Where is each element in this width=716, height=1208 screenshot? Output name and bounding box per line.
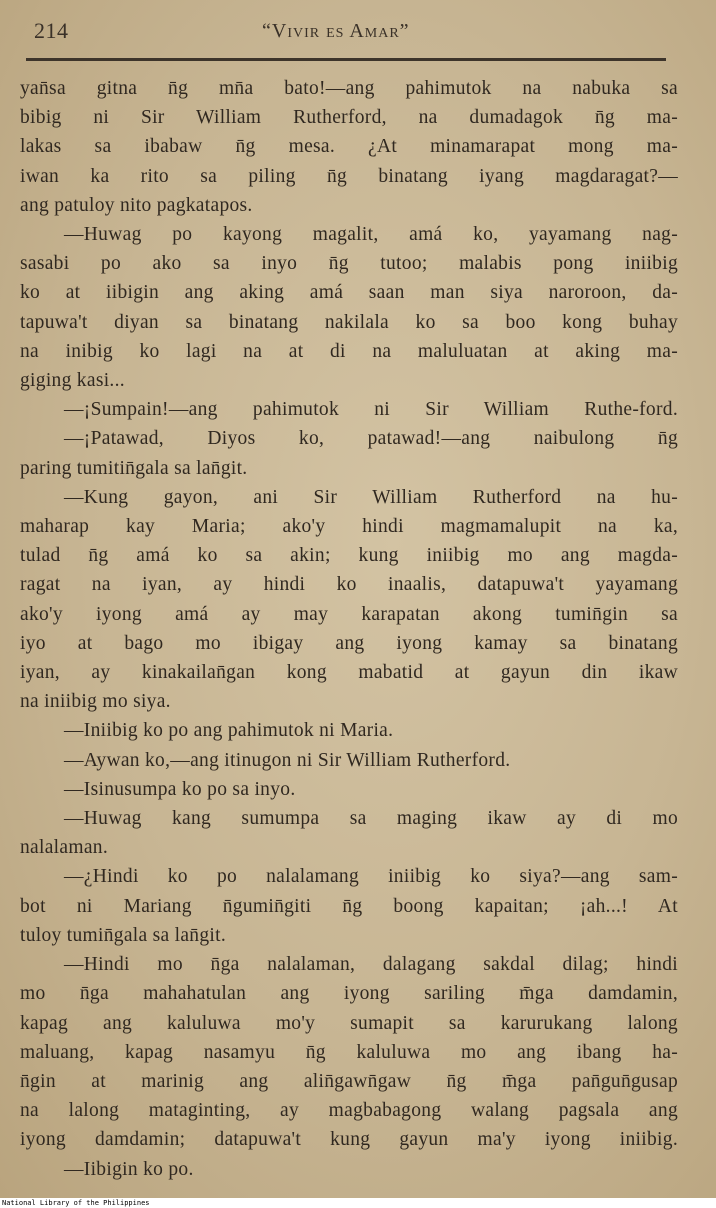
text-line: ang patuloy nito pagkatapos. bbox=[20, 194, 253, 216]
text-line: tapuwa't diyan sa binatang nakilala ko sa boo kong buhay bbox=[20, 311, 678, 333]
text-line: ko at iibigin ang aking amá saan man siya naroroon, da- bbox=[20, 282, 678, 304]
page-body-text bbox=[20, 74, 678, 1184]
text-line: bibig ni Sir William Rutherford, na dumadagok n̄g ma- bbox=[20, 107, 678, 129]
page-header bbox=[0, 10, 716, 50]
text-line: ako'y iyong amá ay may karapatan akong tumin̄gin sa bbox=[20, 603, 678, 625]
text-line: ragat na iyan, ay hindi ko inaalis, datapuwa't yayamang bbox=[20, 574, 678, 596]
scan-footer bbox=[0, 1198, 716, 1208]
text-line: kapag ang kaluluwa mo'y sumapit sa karurukang lalong bbox=[20, 1012, 678, 1034]
text-line: yan̄sa gitna n̄g mn̄a bato!—ang pahimutok na nabuka sa bbox=[20, 78, 678, 99]
text-line: —Aywan ko,—ang itinugon ni Sir William Rutherford. bbox=[64, 749, 511, 771]
text-line: tulad n̄g amá ko sa akin; kung iniibig mo ang magda- bbox=[20, 545, 678, 567]
text-line: na lalong mataginting, ay magbabagong walang pagsala ang bbox=[20, 1100, 678, 1122]
text-line: tuloy tumin̄gala sa lan̄git. bbox=[20, 924, 227, 946]
text-line: —¡Patawad, Diyos ko, patawad!—ang naibulong n̄g bbox=[64, 428, 678, 450]
text-line: mo n̄ga mahahatulan ang iyong sariling m̄ga damdamin, bbox=[20, 983, 678, 1005]
text-line: —Huwag kang sumumpa sa maging ikaw ay di mo bbox=[64, 808, 678, 830]
page-number: 214 bbox=[34, 18, 69, 43]
text-line: —Hindi mo n̄ga nalalaman, dalagang sakdal dilag; hindi bbox=[64, 954, 678, 976]
text-line: maluang, kapag nasamyu n̄g kaluluwa mo ang ibang ha- bbox=[20, 1041, 678, 1063]
running-title: “Vivir es Amar” bbox=[262, 20, 410, 42]
text-line: —Iibigin ko po. bbox=[64, 1158, 194, 1180]
text-line: —Kung gayon, ani Sir William Rutherford na hu- bbox=[64, 486, 678, 508]
text-line: —¡Sumpain!—ang pahimutok ni Sir William Ruthe-ford. bbox=[64, 399, 678, 421]
text-line: iyan, ay kinakailan̄gan kong mabatid at gayun din ikaw bbox=[20, 662, 678, 684]
text-line: n̄gin at marinig ang alin̄gawn̄gaw n̄g m̄ga pan̄gun̄gusap bbox=[20, 1070, 678, 1092]
header-rule bbox=[26, 58, 666, 61]
library-credit: National Library of the Philippines bbox=[2, 1199, 150, 1207]
text-line: iyong damdamin; datapuwa't kung gayun ma'y iyong iniibig. bbox=[20, 1129, 678, 1151]
text-line: giging kasi... bbox=[20, 370, 125, 392]
text-line: na iniibig mo siya. bbox=[20, 691, 171, 713]
text-line: maharap kay Maria; ako'y hindi magmamalupit na ka, bbox=[20, 516, 678, 538]
text-line: paring tumitin̄gala sa lan̄git. bbox=[20, 457, 248, 479]
text-line: —Iniibig ko po ang pahimutok ni Maria. bbox=[64, 720, 394, 742]
text-line: lakas sa ibabaw n̄g mesa. ¿At minamarapat mong ma- bbox=[20, 136, 678, 158]
text-line: nalalaman. bbox=[20, 837, 108, 859]
text-line: —Huwag po kayong magalit, amá ko, yayamang nag- bbox=[64, 224, 678, 246]
text-line: —¿Hindi ko po nalalamang iniibig ko siya?—ang sam- bbox=[64, 866, 678, 888]
text-line: iyo at bago mo ibigay ang iyong kamay sa binatang bbox=[20, 632, 678, 654]
text-line: bot ni Mariang n̄gumin̄giti n̄g boong kapaitan; ¡ah...! At bbox=[20, 895, 678, 917]
text-line: na inibig ko lagi na at di na maluluatan at aking ma- bbox=[20, 340, 678, 362]
text-line: sasabi po ako sa inyo n̄g tutoo; malabis pong iniibig bbox=[20, 253, 678, 275]
text-line: —Isinusumpa ko po sa inyo. bbox=[64, 778, 296, 800]
text-line: iwan ka rito sa piling n̄g binatang iyang magdaragat?— bbox=[20, 165, 678, 187]
